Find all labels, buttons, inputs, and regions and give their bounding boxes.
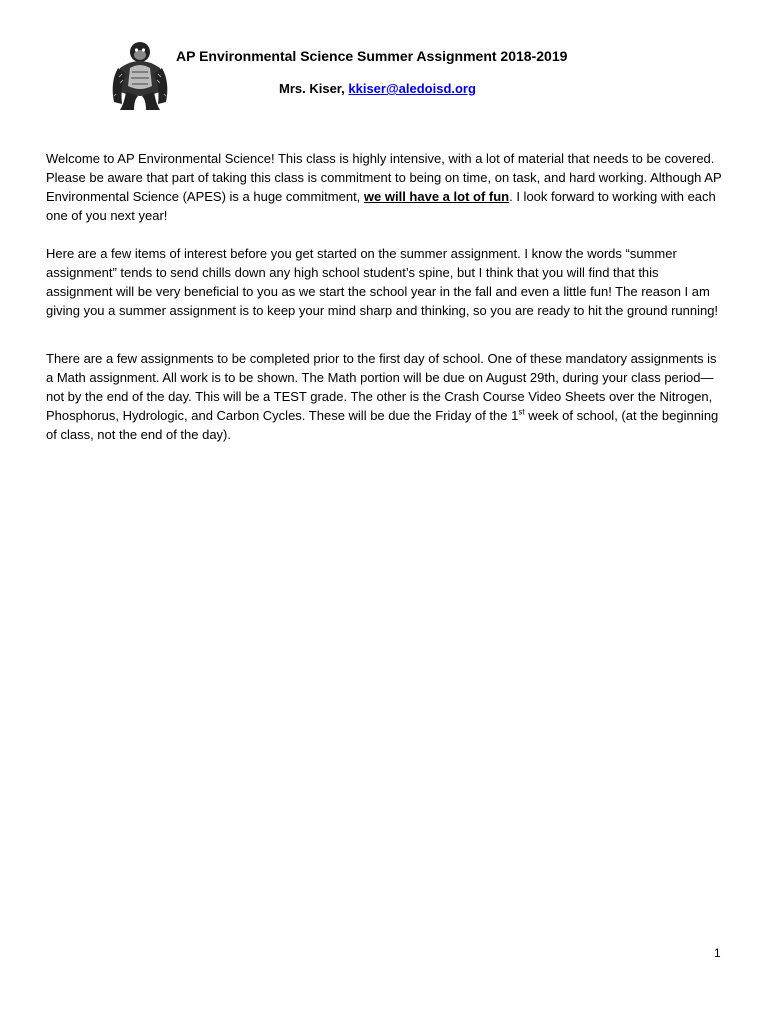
- document-title: AP Environmental Science Summer Assignment 2018-2019: [176, 48, 568, 64]
- assignments-paragraph: [46, 349, 726, 444]
- assignments-text-start: There are a few assignments to be completed prior to the first day of school. One of these mandatory assignments is a Math assignment. All work is to be shown. The Math portion will be due on August 29th, during your class period—not by the end of the day. This will be a TEST grade. The other is the Crash Course Video Sheets over the Nitrogen, Phosphorus, Hydrologic, and Carbon Cycles. These will be due the Friday of the 1: [46, 351, 717, 423]
- teacher-contact: [279, 81, 476, 96]
- welcome-text-end: . I look forward to working with each one of you next year!: [46, 189, 716, 223]
- welcome-text-start: Welcome to AP Environmental Science! This class is highly intensive, with a lot of material that needs to be covered. Please be aware that part of taking this class is commitment to being on time, on task, and hard working. Although AP Environmental Science (APES) is a huge commitment,: [46, 151, 722, 204]
- welcome-paragraph: [46, 149, 726, 225]
- teacher-email-link[interactable]: kkiser@aledoisd.org: [348, 81, 476, 96]
- page-number: 1: [714, 946, 721, 960]
- interest-paragraph: Here are a few items of interest before you get started on the summer assignment. I know the words “summer assignment” tends to send chills down any high school student’s spine, but I think that you will find that this assignment will be very beneficial to you as we start the school year in the fall and even a little fun! The reason I am giving you a summer assignment is to keep your mind sharp and thinking, so you are ready to hit the ground running!: [46, 246, 719, 318]
- teacher-name: Mrs. Kiser,: [279, 81, 349, 96]
- assignments-text-end: week of school, (at the beginning of class, not the end of the day).: [46, 408, 719, 442]
- emphasis-text: we will have a lot of fun: [363, 189, 510, 204]
- gorilla-mascot-icon: [108, 38, 172, 112]
- ordinal-suffix: st: [518, 407, 525, 417]
